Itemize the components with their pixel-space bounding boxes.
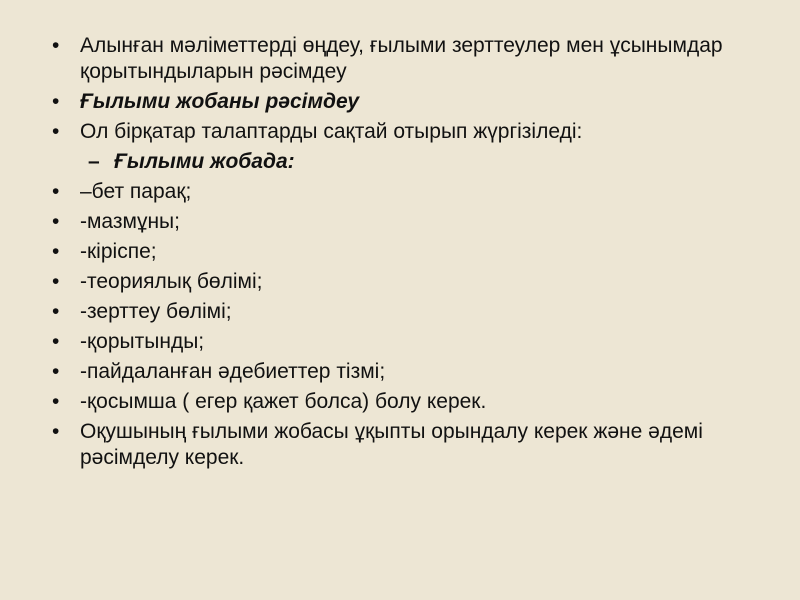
bullet-item-processing bbox=[52, 33, 772, 85]
bullet-marker: • bbox=[52, 300, 60, 323]
bullet-marker: • bbox=[52, 240, 60, 263]
bullet-marker: • bbox=[52, 210, 60, 233]
bullet-item-theory bbox=[52, 269, 772, 295]
bullet-text: Ғылыми жобаны рәсімдеу bbox=[80, 90, 360, 113]
bullet-item-formatting bbox=[52, 419, 772, 471]
bullet-text: -пайдаланған әдебиеттер тізмі; bbox=[80, 360, 386, 383]
bullet-marker: • bbox=[52, 390, 60, 413]
bullet-marker: • bbox=[52, 34, 60, 57]
bullet-item-title-page bbox=[52, 179, 772, 205]
bullet-item-requirements bbox=[52, 119, 772, 145]
sub-item-text: Ғылыми жобада: bbox=[114, 150, 295, 173]
bullet-text: Ол бірқатар талаптарды сақтай отырып жүргізіледі: bbox=[80, 120, 583, 143]
bullet-item-heading bbox=[52, 89, 772, 115]
bullet-text: -зерттеу бөлімі; bbox=[80, 300, 232, 323]
bullet-list bbox=[52, 33, 772, 475]
bullet-item-conclusion bbox=[52, 329, 772, 355]
bullet-text: Алынған мәліметтерді өңдеу, ғылыми зерттеулер мен ұсынымдар қорытындыларын рәсімдеу bbox=[80, 34, 723, 83]
bullet-text: -қорытынды; bbox=[80, 330, 205, 353]
bullet-item-appendix bbox=[52, 389, 772, 415]
bullet-item-references bbox=[52, 359, 772, 385]
bullet-marker: • bbox=[52, 90, 60, 113]
bullet-marker: • bbox=[52, 420, 60, 443]
bullet-item-introduction bbox=[52, 239, 772, 265]
bullet-text: Оқушының ғылыми жобасы ұқыпты орындалу керек және әдемі рәсімделу керек. bbox=[80, 420, 703, 469]
bullet-item-research bbox=[52, 299, 772, 325]
bullet-item-contents bbox=[52, 209, 772, 235]
bullet-marker: • bbox=[52, 120, 60, 143]
sub-item-project bbox=[52, 149, 772, 175]
bullet-marker: • bbox=[52, 270, 60, 293]
bullet-text: -кіріспе; bbox=[80, 240, 157, 263]
bullet-marker: • bbox=[52, 330, 60, 353]
bullet-marker: • bbox=[52, 360, 60, 383]
bullet-text: -мазмұны; bbox=[80, 210, 180, 233]
bullet-text: –бет парақ; bbox=[80, 180, 192, 203]
dash-marker: – bbox=[88, 150, 100, 173]
bullet-text: -қосымша ( егер қажет болса) болу керек. bbox=[80, 390, 487, 413]
bullet-marker: • bbox=[52, 180, 60, 203]
bullet-text: -теориялық бөлімі; bbox=[80, 270, 263, 293]
